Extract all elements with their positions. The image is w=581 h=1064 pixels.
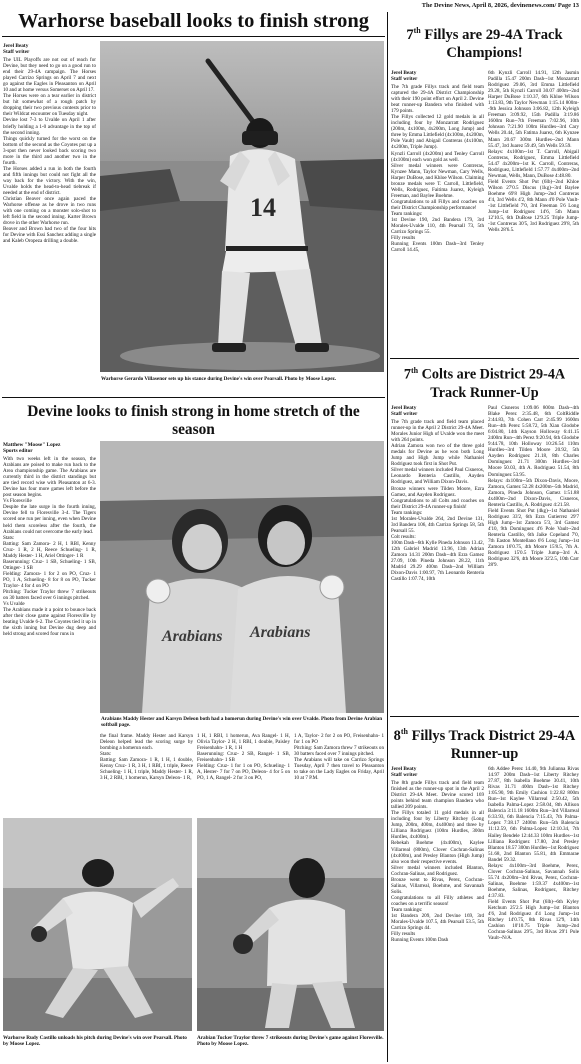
softball-photo [100,441,384,713]
headline-number: 7 [406,26,414,43]
article-body: The 7th grade track and field team placed runner-up in the April 2 District 29-4A Meet. Morales Junior High of Uvalde won the meet with 264 points. Adrian Zamora won two of the three gold medals for Devine as he won both Long Jump and High Jump while Nathaniel Rodriguez took first in Shot Put. Silver medal winners included Paul Cisneros, Leonardo Renteria Castillo, Aayden Rodriguez, and William Dixon-Davis. Bronze winners were Tilden Moore, Ezra Gamez, and Aayden Rodriguez. Congratulations to all Colts and coaches on their District 29-4A runner-up finish! Team rankings: 1st Morales-Uvalde 264, 2nd Devine 131, 3rd Bandera 106, 4th Carrizo Springs 58, 5th Pearsall 55. Colt results: 100m Dash--6th Kylle Pineda Johnson 13.42, 12th Gabriel Madrid 13.96, 13th Adrian Zamora 14.31 200m Dash--4th Ezra Gamez 27.09, 10th Pineda Johnson 28.22, 11th Madrid 29.29 400m Dash--2nd William Dixon-Davis 1:00.97, 7th Leonardo Renteria Castillo 1:07.74, 10th [391,419,484,583]
article-body: 6th Addee Perez 14.40, 9th Julianna Rivas 14.97 200m Dash--1st Liberty Ritchey 27.87, 8th Isabella Boehme 30.41, 10th Rivas 31.71 400m Dash--1st Ritchey 1:05.90, 9th Emily Cashion 1:22.82 800m Run--1st Kaylee Villarreal 2:50.42, 5th Isabella Palma-Lopez 2:58.04, 8th Allison Balencia 3:11.18 1600m Run--3rd Villarreal 6:33.93, 6th Balencia 7:15.43, 7th Palma-Lopez 7:38.17 2400m Run--5th Balencia 11:12.59, 6th Palma-Lopez 12:10.34, 7th Hailey Bendele 12:44.33 100m Hurdles--1st Lilliana Rodriguez 17.80, 2nd Presley Blanton 18.57 300m Hurdles--1st Rodriguez 51.68, 2nd Blanton 55.81, 4th Emmarae Bandel 59.32. Relays: 4x100m--3rd Boehme, Perez, Clover Cochran-Salinas, Savannah Solis 55.74 4x200m--3rd Rivas, Perez, Cochran-Salinas, Boehme 1:59.37 4x400m--1st Boehme, Salinas, Rodriguez, Ritchey 4:37.83. Field Events Shot Put (6lb)--6th Kyley Ketchum 25'2.5 High Jump--1st Blanton 4'6, 2nd Rodriguez 4'4 Long Jump--1st Ritchey 14'0.75, 8th Rivas 12'9, 14th Cashion 10'10.75 Triple Jump--2nd Cochran-Salinas 29'5, 3rd Rivas 29'1 Pole Vault--N/A. [488,766,579,942]
softball-pitcher-photo-art [197,818,384,1031]
divider [387,12,388,1062]
article-body: Paul Cisneros 1:09.06 800m Dash--4th Blake Perez 2:35.48, 6th ColtRiddle 2:44.83, 7th Cohen Carr 2:45.99 1600m Run--4th Perez 5:58.72, 5th Xian Glodobe 6:04.80, 14th Kayson Holloway 6:41.15 2400m Run--4th Perez 9:20.94, 6th Glodobe 9:44.78, 10th Holloway 10:26.54 110m Hurdles--3rd Tilden Moore 20.92, 5th Aayden Rodriguez 21.18, 8th Charles Dominguez 21.71 300m Hurdles--3rd Moore 50.03, 4th A. Rodriguez 51.54, 8th Dominguez 53.95. Relays: 4x100m--5th Dixon-Davis, Moore, Zamora, Gamez 52.28 4x200m--5th Madrid, Zamora, Pineda Johnson, Gamez 1:51.88 4x400m--2nd Dixon-Davis, Cisneros, Renteria Castillo, A. Rodriguez 4:21.58. Field Events Shot Put (4kg)--1st Nathaniel Rodriguez 33'2, 6th Ezra Gutierrez 29'7 High Jump--1st Zamora 5'3, 3rd Gamez 4'10, 9th Dominguez 4'6 Pole Vault--2nd Renteria Castillo, 6th Jaike Copeland 7'0, 7th Easton Montellano 6'6 Long Jump--1st Zamora 16'0.75, 4th Moore 15'8.5, 7th A. Rodriguez 15'0.5 Triple Jump--3rd A. Rodriguez 32'6, 4th Moore 32'2.5, 10th Carr 28'9. [488,405,579,569]
headline-suffix: th [410,366,419,375]
headline-text: Colts are District 29-4A Track Runner-Up [421,366,566,402]
headline-suffix: th [413,26,421,35]
pitcher-photo-art [3,818,192,1031]
headline-text: Fillys Track District 29-4A Runner-up [411,727,576,763]
article-body: The 7th grade Fillys track and field team captured the 29-4A District Championship with their 190 point effort on April 2. Devine beat runner-up Bandera who finished with 179 points. The Fillys collected 12 gold medals in all including four by Monzarratt Rodriguez (200m, 4x100m, 4x200m, Long Jump) and three by Emma Littlefield (4x100m, 4x200m, Pole Vault) and Abigail Contreras (4x100m, 4x200m, Triple Jump). Kynzli Carroll (4x200m) and Tenley Carroll (4x100m) each won gold as well. Silver medal winners were Contreras, Kynzee Mann, Taylor Newman, Cary Wells, Harper DuBose, and Khloe Wilson. Claiming bronze medals were T. Carroll, Littlefield, Wells, Rodriguez, Faitima Juarez, Kyleigh Freeman, and Baylee Boehme. Congratulations to all Fillys and coaches on their District Championship performance! Team rankings: 1st Devine 190, 2nd Bandera 179, 3rd Morales-Uvalde 110, 4th Pearsall 73, 5th Carrizo Springs 55. Filly results Running Events 100m Dash--3rd Tenley Carroll 14.45, [391,84,484,254]
svg-text:Arabians: Arabians [162,628,223,645]
softball-photo-caption: Arabians Maddy Hester and Karsyn Deleon both had a homerun during Devine's win over Uvalde. Photo from Devine Arabian softball page. [101,716,383,729]
article-body: 6th Kynzli Carroll 14.91, 12th Jasmin Padilla 15.47 200m Dash--1st Monzarratt Rodriguez 29.06, 3rd Emma Littlefield 29.28, 5th Kynzli Carroll 30.07 400m--2nd Harper DuBose 1:10.37, 6th Khloe Wilson 1:13.83, 9th Taylor Newman 1:15.14 800m--9th Jessica Johnson 3:06.82, 12th Kyleigh Freeman 3:09.92, 15th Padilla 3:19.86 1600m Run--7th Freeman 7:02.96, 10th Johnson 7:21.90 100m Hurdles--3rd Cary Wells 20.44, 5th Fatima Juarez, 6th Kynzee Mann 20.67 300m Hurdles--2nd Mann 55.47, 3rd Juarez 59.49, 5th Wells 59.59. Relays: 4x100m--1st T. Carroll, Abigail Contreras, Rodriguez, Emma Littlefield 54.47 4x200m--1st K. Carroll, Contreras, Rodriguez, Littlefield 1:57.77 4x400m--2nd Newman, Wells, Mann, DuBose 4:48.80. Field Events Shot Put (6lb)--2nd Khloe Wilson 27'0.5 Discus (1kg)--3rd Baylee Boehme 69'8 High Jump--2nd Contreras 4'4, 3rd Wells 4'2, 8th Mann 4'0 Pole Vault--1st Littlefield 7'0, 3rd Freeman 5'6 Long Jump--1st Rodriguez 14'6, 5th Mann 12'10.5, 6th DuBose 12'9.25 Triple Jump--1st Contreras 30'5, 3rd Rodriguez 29'8, 5th Wells 28'6.5. [488,70,579,234]
headline-number: 7 [403,366,411,383]
baseball-photo-art [100,41,384,372]
article-body: With two weeks left in the season, the Arabians are poised to make run back to the Area championship game. The Arabians are currently third in the district standings but are tied record wise with Pleasanton at 6-3. Devine has four more games left before the post season begins. Vs Floresville Despite the late surge in the fourth inning, Devine fell to Floresville 3-4. The Tigers scored one run per inning, even when Devine held them scoreless after the fourth, the Arabians could not overcome the early lead. Stats: Batting: Sam Zamora- 2 H, 1 RBI, Kenny Cruz- 1 R, 2 H, Reece Schueling- 1 R, Maddy Hester- 1 H, Ariel Ottinger- 1 R Baserunning: Cruz- 1 SB, Schueling- 1 SB, Ottinger- 1 SB Fielding: Zamora- 1 for 2 on PO, Cruz- 1 PO, 1 A, Schueling- 8 for 8 on PO, Tucker Traylor- 4 for 4 on PO Pitching: Tucker Traylor threw 7 strikeouts on 30 batters faced over 6 innings pitched. Vs Uvalde The Arabians made it a point to bounce back after their close game against Floresville by beating Uvalde 6-2. The Coyotes tied it up in the sixth inning but Devine dug deep and held strong and scored four runs in [3,456,96,638]
headline-suffix: th [400,727,408,736]
divider [390,358,579,359]
article-body: 1 H, 1 RBI, 1 homerun, Ava Rangel- 1 H, Olivia Taylor- 2 H, 1 RBI, 1 double, Paisley Freisenhahn- 1 R, 1 H Baserunning: Cruz- 2 SB, Rangel- 1 SB, Freisenhahn- 1 SB Fielding: Cruz- 1 for 1 on PO, Schueling- 1 A, Hester- 7 for 7 on PO, Deleon- 4 for 5 on PO, 1 A, Rangel- 2 for 3 on PO, [197,733,290,782]
softball-pitcher-photo [197,818,384,1031]
headline-7th-fillys [390,22,579,63]
byline: Matthew "Moose" Lopez Sports editor [3,442,61,455]
byline: Jerel Beaty Staff writer [391,70,418,83]
headline-softball: Devine looks to finish strong in home stretch of the season [27,403,360,438]
pitcher-photo [3,818,192,1031]
pitcher-photo-caption: Warhorse Rudy Castillo unloads his pitch during Devine's win over Pearsall. Photo by Moose Lopez. [3,1035,187,1048]
svg-text:14: 14 [250,193,276,222]
softball-pitcher-photo-caption: Arabian Tucker Traylor threw 7 strikeouts during Devine's game against Floresville. Photo by Moose Lopez. [197,1035,384,1048]
byline: Jerel Beaty Staff writer [3,43,30,56]
masthead: The Devine News, April 8, 2026, devinenews.com/ Page 13 [421,2,579,9]
divider [2,397,385,398]
headline-text: Fillys are 29-4A Track Champions! [424,26,563,62]
headline-7th-colts [390,362,579,403]
svg-text:Arabians: Arabians [250,624,311,641]
headline-8th-fillys [390,723,579,764]
baseball-photo-caption: Warhorse Gerardo Villasenor sets up his stance during Devine's win over Pearsall. Photo by Moose Lopez. [101,376,337,382]
softball-photo-art [100,441,384,713]
divider [2,36,385,37]
headline-number: 8 [393,727,401,744]
divider [390,716,579,717]
byline: Jerel Beaty Staff writer [391,766,418,779]
baseball-photo [100,41,384,372]
article-body: The 8th grade Fillys track and field team finished as the runner-up spot in the April 2 District 29-4A Meet. Devine scored 169 points behind team champion Bandera who tallied 209 points. The Fillys totaled 11 gold medals in all including four by Liberty Ritchey (Long Jump, 200m, 400m, 4x400m) and three by Lilliana Rodriguez (100m Hurdles, 300m Hurdles, 4x400m). Rebekah Boehme (4x400m), Kaylee Villarreal (800m), Clover Cochran-Salinas (4x400m), and Presley Blanton (High Jump) also won their respective events. Silver medal winners included Blanton, Cochran-Salinas, and Rodriguez. Bronze went to Rivas, Perez, Cochran-Salinas, Villarreal, Boehme, and Savannah Solis. Congratulations to all Filly athletes and coaches on a terrific season! Team rankings: 1st Bandera 209, 2nd Devine 169, 3rd Morales-Uvalde 107.5, 4th Pearsall 53.5, 5th Carrizo Springs 44. Filly results Running Events 100m Dash [391,780,484,944]
article-body: the final frame. Maddy Hester and Karsyn Deleon helped lead the scoring surge by bombing a homerun each. Stats: Batting: Sam Zamora- 1 R, 1 H, 1 double, Kenny Cruz- 1 R, 3 H, 1 RBI, 1 triple, Reece Schueling- 1 H, 1 triple, Maddy Hester- 1 R, 3 H, 2 RBI, 1 homerun, Karsyn Deleon- 1 R, [100,733,193,782]
byline: Jerel Beaty Staff writer [391,405,418,418]
article-body: 1 A, Taylor- 2 for 2 on PO, Freisenhahn- 1 for 1 on PO Pitching: Sam Zamora threw 7 strikeouts on 30 batters faced over 7 innings pitched. The Arabians will take on Carrizo Springs Tuesday, April 7 then travel to Pleasanton to take on the Lady Eagles on Friday, April 10 at 7 P.M. [294,733,384,782]
article-body: The UIL Playoffs are not out of reach for Devine, but they need to go on a good run to end their 29-4A campaign. The Horses played Carrizo Springs on April 7 and next go against the Eagles in Pleasanton on April 10 and at home versus Somerset on April 17. The Horses were on a tear earlier in district but hit somewhat of a rough patch by dropping their two previous contests prior to their Wildcat encounter on Tuesday night. Devine lost 7-3 to Uvalde on April 1 after briefly holding a 1-0 advantage in the top of the second inning. Things quickly turned for the worst on the bottom of the second as the Coyotes put up a 3-spot then never looked back scoring two more in the third and another two in the fourth. The Horses added a run in both the fourth and fifth innings but could not fight all the way back for the victory. With the win, Uvalde holds the head-to-head tiebreak if needed at the end of district. Christian Beaver once again paced the Warhorse offense as he drove in two runs with one coming on a monster solo-shot to left field in the second inning. Karter Brown drove in the other Warhorse run. Beaver and Brown had two of the four hits for Devine with Essi Sanchez adding a single and Kaleb Oropeza drilling a double. [3,57,96,245]
headline-baseball: Warhorse baseball looks to finish strong [17,10,370,32]
